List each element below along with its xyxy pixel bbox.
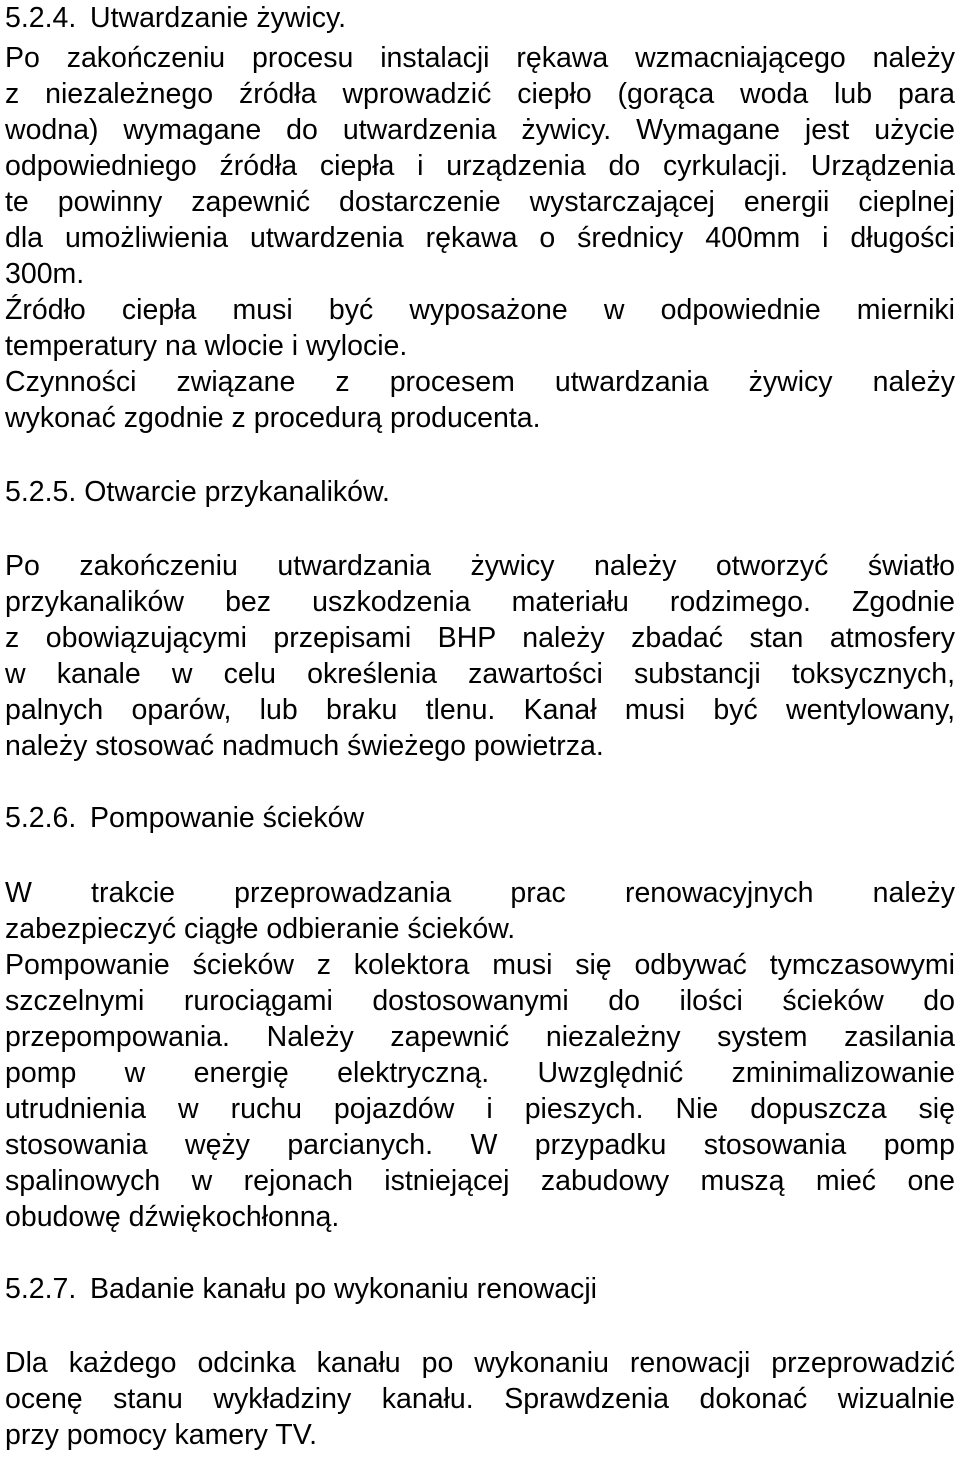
paragraph-line: przy pomocy kamery TV. [5, 1419, 318, 1451]
paragraph-line: Pompowanie ścieków z kolektora musi się odbywać tymczasowymi [5, 949, 955, 981]
paragraph-line: utrudnienia w ruchu pojazdów i pieszych. Nie dopuszcza się [5, 1093, 955, 1125]
paragraph-line: w kanale w celu określenia zawartości substancji toksycznych, [5, 658, 955, 690]
paragraph-line: dla umożliwienia utwardzenia rękawa o średnicy 400mm i długości [5, 222, 955, 254]
paragraph-line: obudowę dźwiękochłonną. [5, 1201, 340, 1233]
paragraph-line: wodna) wymagane do utwardzenia żywicy. Wymagane jest użycie [5, 114, 955, 146]
section-title: Badanie kanału po wykonaniu renowacji [90, 1273, 598, 1305]
paragraph-line: przykanalików bez uszkodzenia materiału rodzimego. Zgodnie [5, 586, 955, 618]
paragraph-line: Czynności związane z procesem utwardzania żywicy należy [5, 366, 955, 398]
paragraph-line: zabezpieczyć ciągłe odbieranie ścieków. [5, 913, 516, 945]
section-heading [5, 800, 955, 836]
paragraph-line: W trakcie przeprowadzania prac renowacyjnych należy [5, 877, 955, 909]
paragraph-line: Źródło ciepła musi być wyposażone w odpowiednie mierniki [5, 294, 955, 326]
paragraph-line: stosowania węży parcianych. W przypadku stosowania pomp [5, 1129, 955, 1161]
section-title: Otwarcie przykanalików. [84, 476, 390, 508]
paragraph-line: odpowiedniego źródła ciepła i urządzenia do cyrkulacji. Urządzenia [5, 150, 955, 182]
section-number: 5.2.5. [5, 476, 77, 508]
section-heading [5, 1271, 955, 1307]
paragraph-line: z obowiązującymi przepisami BHP należy zbadać stan atmosfery [5, 622, 955, 654]
section-heading [5, 474, 955, 510]
paragraph-line: Dla każdego odcinka kanału po wykonaniu renowacji przeprowadzić [5, 1347, 955, 1379]
paragraph-line: spalinowych w rejonach istniejącej zabudowy muszą mieć one [5, 1165, 955, 1197]
section-number: 5.2.6. [5, 802, 77, 834]
paragraph-line: wykonać zgodnie z procedurą producenta. [5, 402, 541, 434]
paragraph-line: Po zakończeniu procesu instalacji rękawa wzmacniającego należy [5, 42, 955, 74]
section-number: 5.2.4. [5, 2, 77, 34]
paragraph-line: szczelnymi rurociągami dostosowanymi do ilości ścieków do [5, 985, 955, 1017]
paragraph-line: 300m. [5, 258, 85, 290]
section-heading [5, 0, 955, 36]
paragraph-line: te powinny zapewnić dostarczenie wystarczającej energii cieplnej [5, 186, 955, 218]
paragraph-line: z niezależnego źródła wprowadzić ciepło (gorąca woda lub para [5, 78, 955, 110]
paragraph-line: temperatury na wlocie i wylocie. [5, 330, 408, 362]
paragraph-line: pomp w energię elektryczną. Uwzględnić zminimalizowanie [5, 1057, 955, 1089]
paragraph-line: ocenę stanu wykładziny kanału. Sprawdzenia dokonać wizualnie [5, 1383, 955, 1415]
paragraph-line: przepompowania. Należy zapewnić niezależny system zasilania [5, 1021, 955, 1053]
section-title: Utwardzanie żywicy. [90, 2, 347, 34]
paragraph-line: należy stosować nadmuch świeżego powietrza. [5, 730, 604, 762]
section-number: 5.2.7. [5, 1273, 77, 1305]
paragraph-line: palnych oparów, lub braku tlenu. Kanał musi być wentylowany, [5, 694, 955, 726]
section-title: Pompowanie ścieków [90, 802, 365, 834]
paragraph-line: Po zakończeniu utwardzania żywicy należy otworzyć światło [5, 550, 955, 582]
